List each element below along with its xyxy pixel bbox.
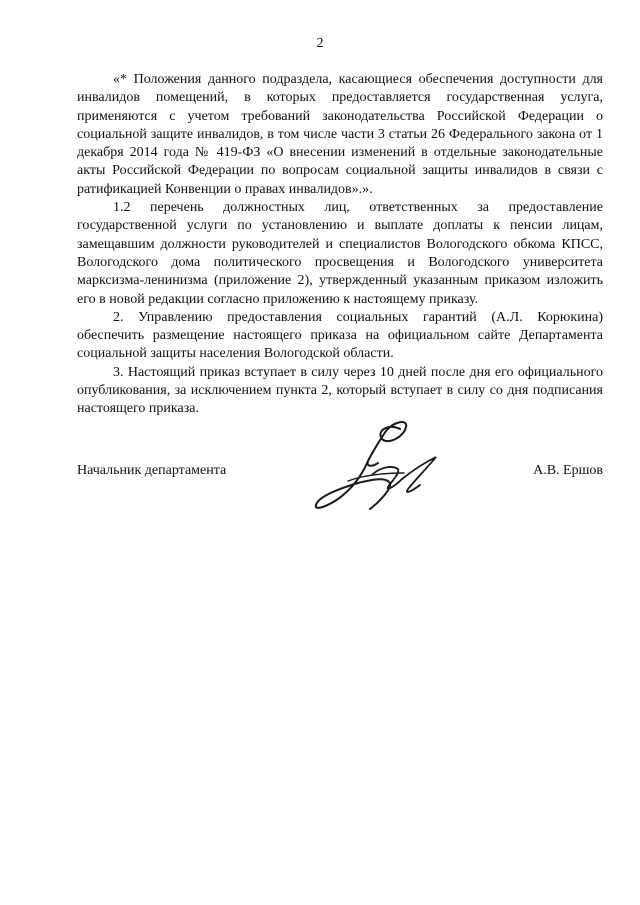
paragraph-disability-access-note: «* Положения данного подраздела, касающиеся обеспечения доступности для инвалидов помещений, в которых предоставляется государственная услуга, применяются с учетом требований законодательства Российской Федерации о социальной защите инвалидов, в том числе части 3 статьи 26 Федерального закона от 1 декабря 2014 года № 419-ФЗ «О внесении изменений в отдельные законодательные акты Российской Федерации по вопросам социальной защиты инвалидов в связи с ратификацией Конвенции о правах инвалидов».». xyxy=(77,72,603,197)
signatory-title: Начальник департамента xyxy=(77,463,227,478)
handwritten-signature xyxy=(308,417,448,522)
page-number: 2 xyxy=(316,36,324,51)
paragraph-2-publication: 2. Управлению предоставления социальных гарантий (А.Л. Корюкина) обеспечить размещение настоящего приказа на официальном сайте Департамента социальной защиты населения Вологодской области. xyxy=(77,309,603,362)
paragraph-1-2-officials-list: 1.2 перечень должностных лиц, ответственных за предоставление государственной услуги по установлению и выплате доплаты к пенсии лицам, замещавшим должности руководителей и специалистов Вологодского обкома КПСС, Вологодского дома политического просвещения и Вологодского университета марксизма-ленинизма (приложение 2), утвержденный указанным приказом изложить его в новой редакции согласно приложению к настоящему приказу. xyxy=(77,200,603,307)
signatory-name: А.В. Ершов xyxy=(533,463,603,478)
document-body xyxy=(77,71,603,419)
paragraph-3-effective-date: 3. Настоящий приказ вступает в силу через 10 дней после дня его официального опубликования, за исключением пункта 2, который вступает в силу со дня подписания настоящего приказа. xyxy=(77,364,603,417)
